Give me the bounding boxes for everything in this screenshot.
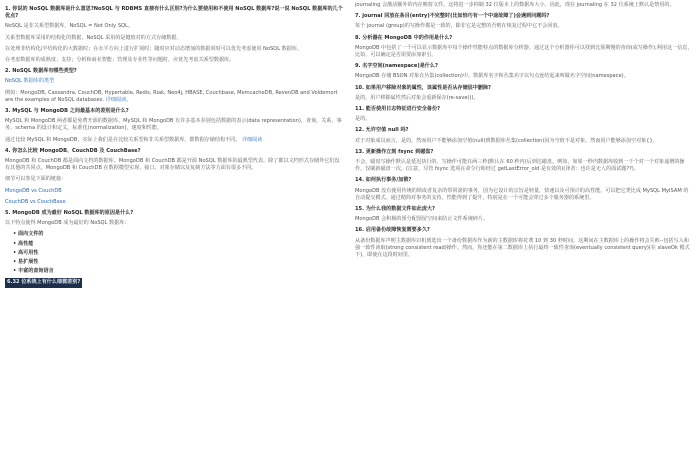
paragraph: 关系型数据库采用的结构化的数据，NoSQL 采用的是键值对的方式存储数据。 xyxy=(5,34,182,41)
left-column xyxy=(5,2,343,291)
paragraph-text: 例如：MongoDB, Cassandra, CouchDB, Hypertable, Redis, Riak, Neo4j, HBASE, Couchbase, MemcacheDB, RevenDB and Voldemort are the examples of NoSQL databases. xyxy=(5,89,338,103)
question-11-heading: 11. 能否使用日志特征进行安全备份? xyxy=(355,106,441,113)
bullet-item: • 易扩展性 xyxy=(13,259,343,266)
question-1-heading: 1. 你说的 NoSQL 数据库是什么意思?NoSQL 与 RDBMS 直接有什么区别?为什么要使用和不使用 NoSQL 数据库?说一说 NoSQL 数据库的几个优点? xyxy=(5,6,343,20)
paragraph: 从备份数据库声明主数据库宕机到选出一个备份数据库作为新的主数据库将花费 10 到 30 秒时间。这期间在主数据库上的操作将会失败--包括写入和强一致性读取(strong consistent read)操作。然而，你还能在第二数据库上执行最终一致性查询(eventually consistent query)(在 slaveOk 模式下)，即使在这段时间里。 xyxy=(355,237,690,259)
question-4-heading: 4. 你怎么比较 MongoDB、CouchDB 及 CouchBase? xyxy=(5,147,141,154)
paragraph: 在考虑数据库的成熟度；支持；分析和商业智能；管理及专业性等问题时，应优先考虑关系型数据库。 xyxy=(5,57,235,64)
nosql-types-link[interactable]: NoSQL 数据库的类型 xyxy=(5,78,55,85)
question-12-heading: 12. 允许空值 null 吗? xyxy=(355,127,409,134)
mongodb-vs-couchdb-link[interactable]: MongoDB vs CouchDB xyxy=(5,187,62,194)
paragraph: MongoDB 没有使用传统的锁或者复杂的带回滚的事务，因为它设计的宗旨是轻量，快速以及可预计的高性能。可以把它类比成 MySQL MyISAM 的自动提交模式。通过精简对事务的支持，性能得到了提升，特别是在一个可能会穿过多个服务器的系统里。 xyxy=(355,187,689,201)
read-more-link[interactable]: 详细阅读。 xyxy=(105,96,132,103)
bullet-item: • 高可用性 xyxy=(13,250,343,257)
paragraph: MySQL 和 MongoDB 两者都是免费开源的数据库。MySQL 和 MongoDB 有许多基本差别包括数据的表示(data representation)，查询，关系，事务，schema 的设计和定义，标准化(normalization)，速度和性能。 xyxy=(5,118,342,132)
paragraph: NoSQL 是非关系型数据库，NoSQL = Not Only SQL。 xyxy=(5,23,133,30)
paragraph: 是的，用户移除属性然后对象会重新保存(re-save())。 xyxy=(355,94,479,101)
paragraph: 细节可以参见下面的链接： xyxy=(5,176,67,183)
paragraph: MongoDB 存储 BSON 对象在丛集(collection)中。数据库名字和丛集名字以句点连结起来叫做名字空间(namespace)。 xyxy=(355,73,629,80)
paragraph: journaling 会激活额外的内存映射文件。这将进一步抑制 32 位版本上的数据库大小。因此，现在 journaling 在 32 位系统上默认是禁用的。 xyxy=(355,2,675,8)
question-13-heading: 13. 更新操作立刻 fsync 到磁盘? xyxy=(355,148,434,155)
paragraph xyxy=(5,137,343,144)
bullet-item: • 丰富的查询语言 xyxy=(13,268,343,275)
paragraph: MongoDB 中包括了一个可以显示数据库中每个操作性能特点的数据库分析器。通过这个分析器你可以找到比预期慢的查询(或写操作);利用这一信息，比如，可以确定是否需要添加索引。 xyxy=(355,44,693,59)
question-9-heading: 9. 名字空间(namespace)是什么? xyxy=(355,63,438,70)
question-7-heading: 7. journal 回放在条目(entry)不完整时(比如恰巧有一个中途故障了)会遇到问题吗? xyxy=(355,13,550,20)
question-15-heading: 15. 为什么我的数据文件如此庞大? xyxy=(355,206,435,213)
paragraph: 在处理非结构化/半结构化的大数据时；在水平方向上进行扩展时；随时应对动态增加的数据项时可以优先考虑使用 NoSQL 数据库。 xyxy=(5,45,303,52)
bullet-item: • 高性能 xyxy=(13,241,343,248)
paragraph: 不会，磁盘写操作默认是延迟执行的。写操作可能在两三秒(默认在 60 秒内)后到达磁盘。例如，如果一秒内数据库收到一千个对一个对象递增的操作，仅刷新磁盘一次。(注意，尽管 fsync 选项在命令行和经过 getLastError_old 是有效的)(译者：也许是无人的面试题??)。 xyxy=(355,159,685,173)
couchdb-vs-couchbase-link[interactable]: CouchDB vs CouchBase xyxy=(5,198,66,205)
paragraph: 每个 journal (group)的写操作都是一致的，除非它是完整的否则在恢复过程中它不会回放。 xyxy=(355,23,563,30)
paragraph: 是的。 xyxy=(355,116,371,123)
question-6-heading-selected[interactable]: 6.32 位系统上有什么细微差别? xyxy=(5,278,82,287)
right-column xyxy=(355,2,693,263)
question-10-heading: 10. 如果用户移除对象的属性，该属性是否从存储层中删除? xyxy=(355,84,492,91)
question-16-heading: 16. 启用备份故障恢复需要多久? xyxy=(355,227,430,234)
paragraph: 对于对象成员而言，是的。然而用户不能够添加空值(null)到数据库丛集(collection)因为空值不是对象。然而用户能够添加空对象{}。 xyxy=(355,137,658,144)
question-8-heading: 8. 分析器在 MongoDB 中的作用是什么? xyxy=(355,34,453,41)
paragraph-text: 通过比较 MySQL 和 MongoDB，实际上我们是在比较关系型和非关系型数据库，即数据存储结构不同。 xyxy=(5,136,241,143)
question-2-heading: 2. NoSQL 数据库有哪些类型? xyxy=(5,68,77,75)
paragraph: MongoDB 会积极的预分配预留空间来防止文件系统碎片。 xyxy=(355,216,489,223)
paragraph: MongoDB 和 CouchDB 都是面向文档的数据库。MongoDB 和 CouchDB 都是开源 NoSQL 数据库的最典型代表。除了都以文档形式存储外它们没有其他的共同点。MongoDB 和 CouchDB 在数据模型实现、接口、对象存储以及复制方法等方面有很多不同。 xyxy=(5,158,340,172)
paragraph: 以下特点使得 MongoDB 成为最好的 NoSQL 数据库： xyxy=(5,220,130,227)
question-3-heading: 3. MySQL 与 MongoDB 之间最基本的差别是什么? xyxy=(5,108,129,115)
bullet-item: • 面向文件的 xyxy=(13,231,343,238)
question-5-heading: 5. MongoDB 成为最好 NoSQL 数据库的原因是什么? xyxy=(5,210,134,217)
question-14-heading: 14. 如何执行事务/加锁? xyxy=(355,177,412,184)
paragraph xyxy=(5,90,343,104)
read-more-link[interactable]: 详细阅读 xyxy=(241,136,263,143)
